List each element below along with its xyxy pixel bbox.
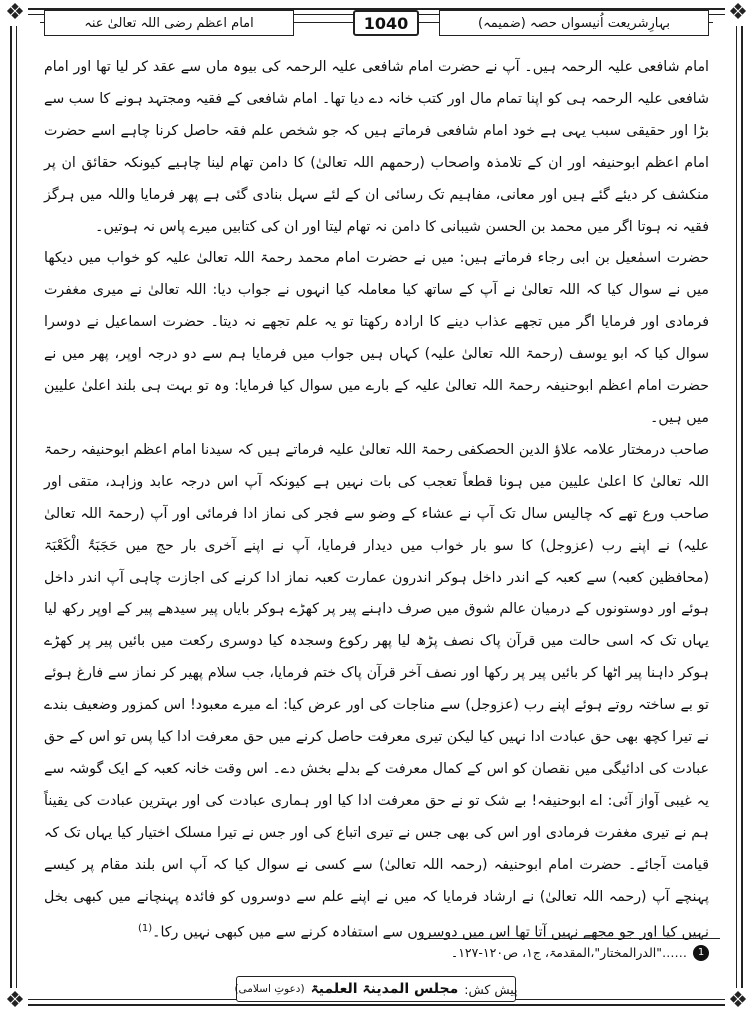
footnote-divider	[420, 938, 720, 939]
footnote-text: ……"الدرالمختار"،المقدمۃ، ج۱، ص۱۲۰-۱۲۷۔	[450, 945, 687, 960]
section-title: امام اعظم رضی اللہ تعالیٰ عنہ	[44, 10, 294, 36]
paragraph: حضرت اسمٰعیل بن ابی رجاء فرماتے ہیں: میں نے حضرت امام محمد رحمۃ اللہ تعالیٰ علیہ کو خواب میں دیکھا میں نے سوال کیا کہ اللہ تعالیٰ نے آپ کے ساتھ کیا معاملہ کیا انہوں نے جواب دیا: اللہ تعالیٰ نے میری مغفرت فرمادی اور فرمایا اگر میں تجھے عذاب دینے کا ارادہ رکھتا تو یہ علم تجھے نہ دیتا۔ حضرت اسماعیل نے دوسرا سوال کیا کہ ابو یوسف (رحمۃ اللہ تعالیٰ علیہ) کہاں ہیں جواب میں فرمایا ہم سے دو درجہ اوپر، پھر میں نے حضرت امام اعظم ابوحنیفہ رحمۃ اللہ تعالیٰ علیہ کے بارے میں سوال کیا فرمایا: وہ تو بہت ہی بلند اعلیٰ علیین میں ہیں۔	[44, 250, 709, 426]
paragraph	[44, 435, 709, 950]
book-title: بہارِشریعت اُنیسواں حصہ (ضمیمہ)	[439, 10, 709, 36]
page-header	[20, 6, 733, 40]
corner-ornament-icon: ❖	[725, 988, 751, 1014]
footer-affiliation: (دعوتِ اسلامی)	[234, 983, 305, 995]
footer-prefix: پیش کش:	[464, 981, 518, 997]
paragraph-text: صاحب درمختار علامہ علاؤ الدین الحصکفی رحمۃ اللہ تعالیٰ علیہ فرماتے ہیں کہ سیدنا امام اعظم ابوحنیفہ رحمۃ اللہ تعالیٰ کا اعلیٰ علیین میں ہونا قطعاً تعجب کی بات نہیں ہے کیونکہ آپ اس درجہ عابد وزاہد، متقی اور صاحب ورع تھے کہ چالیس سال تک آپ نے عشاء کے وضو سے فجر کی نماز ادا فرمائی اور آپ (رحمۃ اللہ تعالیٰ علیہ) نے اپنے رب (عزوجل) کا سو بار خواب میں دیدار فرمایا، آپ نے اپنے آخری بار حج میں حَجَبَۃُ الْکَعْبَۃ (محافظین کعبہ) سے کعبہ کے اندر داخل ہوکر اندرون عمارت کعبہ نماز ادا کرنے کی اجازت چاہی آپ اندر داخل ہوئے اور دوستونوں کے درمیان عالم شوق میں صرف داہنے پیر پر کھڑے ہوکر بایاں پیر سیدھے پیر کے اوپر رکھ لیا یہاں تک کہ اسی حالت میں قرآن پاک نصف پڑھ لیا پھر رکوع وسجدہ کیا دوسری رکعت میں بائیں پیر پر کھڑے ہوکر داہنا پیر اٹھا کر بائیں پیر پر رکھا اور نصف آخر قرآن پاک ختم فرمایا، جب سلام پھیر کر نماز سے فارغ ہوئے تو بے ساختہ روتے ہوئے اپنے رب (عزوجل) سے مناجات کی اور عرض کیا: اے میرے معبود! اس کمزور وضعیف بندے نے تیرا کچھ بھی حق عبادت ادا نہیں کیا لیکن تیری معرفت حاصل کرنے میں حق معرفت ادا کیا پس تو اس کے حق عبادت کی ادائیگی میں نقصان کو اس کے کمال معرفت کے بدلے بخش دے۔ اس وقت خانہ کعبہ کے ایک گوشہ سے یہ غیبی آواز آئی: اے ابوحنیفہ! بے شک تو نے حق معرفت ادا کیا اور ہماری عبادت کی اور بہترین عبادت کی یقیناً ہم نے تیری مغفرت فرمادی اور اس کی بھی جس نے تیری اتباع کی اور جس نے تیرا مسلک اختیار کیا یہاں تک کہ قیامت آجائے۔ حضرت امام ابوحنیفہ (رحمہ اللہ تعالیٰ) سے کسی نے سوال کیا کہ آپ اس بلند مقام پر کیسے پہنچے آپ (رحمہ اللہ تعالیٰ) نے ارشاد فرمایا کہ میں نے اپنے علم سے دوسروں کو فائدہ پہنچانے میں کبھی بخل نہیں کیا اور جو مجھے نہیں آتا تھا اس میں دوسروں سے استفادہ کرنے سے میں کبھی نہیں رکا۔	[44, 441, 709, 942]
page-number: 1040	[353, 10, 419, 36]
corner-ornament-icon: ❖	[2, 0, 28, 26]
corner-ornament-icon: ❖	[2, 988, 28, 1014]
corner-ornament-icon: ❖	[725, 0, 751, 26]
footer-publisher: مجلس المدینۃ العلمیۃ	[310, 981, 459, 997]
footnote-number: 1	[693, 945, 709, 961]
body-text	[44, 52, 709, 942]
footnote	[49, 942, 709, 964]
page-footer	[236, 976, 516, 1002]
footnote-reference[interactable]: (1)	[137, 923, 153, 935]
paragraph: امام شافعی علیہ الرحمہ ہیں۔ آپ نے حضرت امام شافعی علیہ الرحمہ کی بیوہ ماں سے عقد کر لیا تھا اور امام شافعی علیہ الرحمہ ہی کو اپنا تمام مال اور کتب خانہ دے دیا تھا۔ امام شافعی کے فقیہ ومجتہد ہونے کا سب سے بڑا اور حقیقی سبب یہی ہے خود امام شافعی فرماتے ہیں کہ جو شخص علم فقہ حاصل کرنا چاہے اسے حضرت امام اعظم ابوحنیفہ اور ان کے تلامذہ واصحاب (رحمھم اللہ تعالیٰ) کا دامن تھام لینا چاہیے کیونکہ حقائق ان پر منکشف کر دیئے گئے ہیں اور معانی، مفاہیم تک رسائی ان کے لئے سہل بنادی گئی ہے پھر فرمایا واللہ میں ہرگز فقیہ نہ ہوتا اگر میں محمد بن الحسن شیبانی کا دامن نہ تھام لیتا اور ان کی کتابیں میرے پاس نہ ہوتیں۔	[44, 59, 709, 235]
